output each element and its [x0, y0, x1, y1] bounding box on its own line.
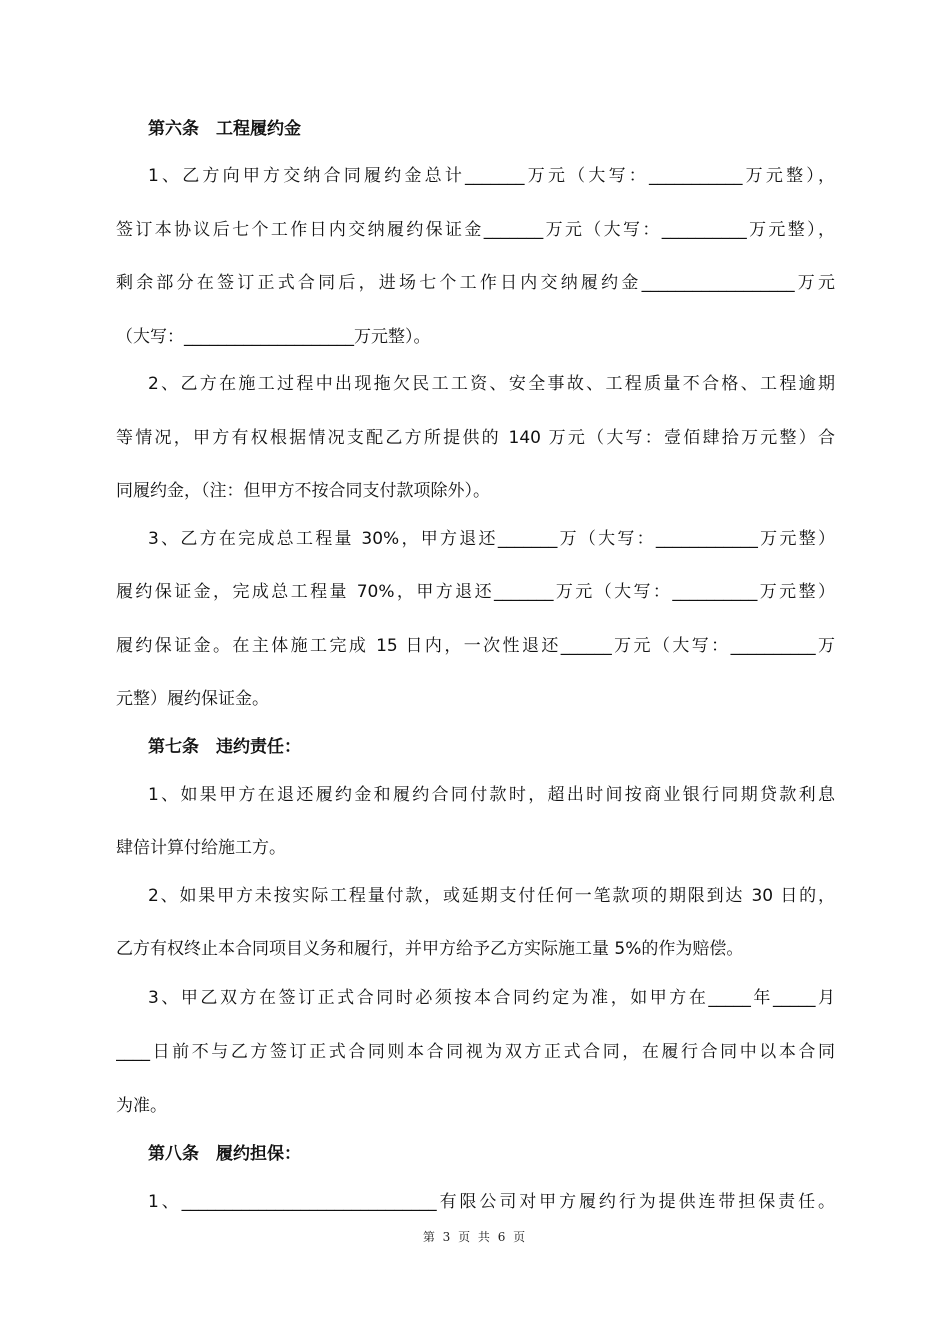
section-7-clause-3-line-2: ____日前不与乙方签订正式合同则本合同视为双方正式合同，在履行合同中以本合同 [116, 1042, 835, 1062]
section-7-clause-1-line-2: 肆倍计算付给施工方。 [116, 838, 286, 858]
section-6-heading: 第六条 工程履约金 [148, 119, 301, 139]
page-footer [0, 1229, 950, 1245]
section-8-heading: 第八条 履约担保： [148, 1144, 301, 1164]
section-6-clause-3-line-1: 3、乙方在完成总工程量 30%，甲方退还_______万（大写：____________万元整） [148, 529, 835, 549]
section-6-clause-3-line-4: 元整）履约保证金。 [116, 689, 269, 709]
section-7-clause-3-line-1: 3、甲乙双方在签订正式合同时必须按本合同约定为准，如甲方在_____年_____月 [148, 988, 835, 1008]
section-6-clause-1-line-4: （大写：____________________万元整）。 [116, 327, 431, 347]
section-8-clause-1-line-1: 1、______________________________有限公司对甲方履约行为提供连带担保责任。 [148, 1192, 835, 1212]
section-7-heading: 第七条 违约责任： [148, 737, 301, 757]
section-7-clause-2-line-1: 2、如果甲方未按实际工程量付款，或延期支付任何一笔款项的期限到达 30 日的， [148, 886, 835, 906]
section-6-clause-3-line-2: 履约保证金，完成总工程量 70%，甲方退还_______万元（大写：__________万元整） [116, 582, 835, 602]
section-6-clause-2-line-1: 2、乙方在施工过程中出现拖欠民工工资、安全事故、工程质量不合格、工程逾期 [148, 374, 835, 394]
section-6-clause-3-line-3: 履约保证金。在主体施工完成 15 日内，一次性退还______万元（大写：__________万 [116, 636, 835, 656]
section-7-clause-2-line-2: 乙方有权终止本合同项目义务和履行，并甲方给予乙方实际施工量 5%的作为赔偿。 [116, 939, 744, 959]
section-7-clause-3-line-3: 为准。 [116, 1096, 167, 1116]
section-6-clause-1-line-3: 剩余部分在签订正式合同后，进场七个工作日内交纳履约金__________________万元 [116, 273, 835, 293]
section-6-clause-2-line-3: 同履约金，（注：但甲方不按合同支付款项除外）。 [116, 481, 490, 501]
section-6-clause-2-line-2: 等情况，甲方有权根据情况支配乙方所提供的 140 万元（大写：壹佰肆拾万元整）合 [116, 428, 835, 448]
section-6-clause-1-line-2: 签订本协议后七个工作日内交纳履约保证金_______万元（大写：__________万元整）， [116, 220, 835, 240]
page-number: 第 3 页 共 6 页 [422, 1230, 528, 1244]
section-7-clause-1-line-1: 1、如果甲方在退还履约金和履约合同付款时，超出时间按商业银行同期贷款利息 [148, 785, 835, 805]
section-6-clause-1-line-1: 1、乙方向甲方交纳合同履约金总计_______万元（大写：___________万元整）， [148, 166, 835, 186]
